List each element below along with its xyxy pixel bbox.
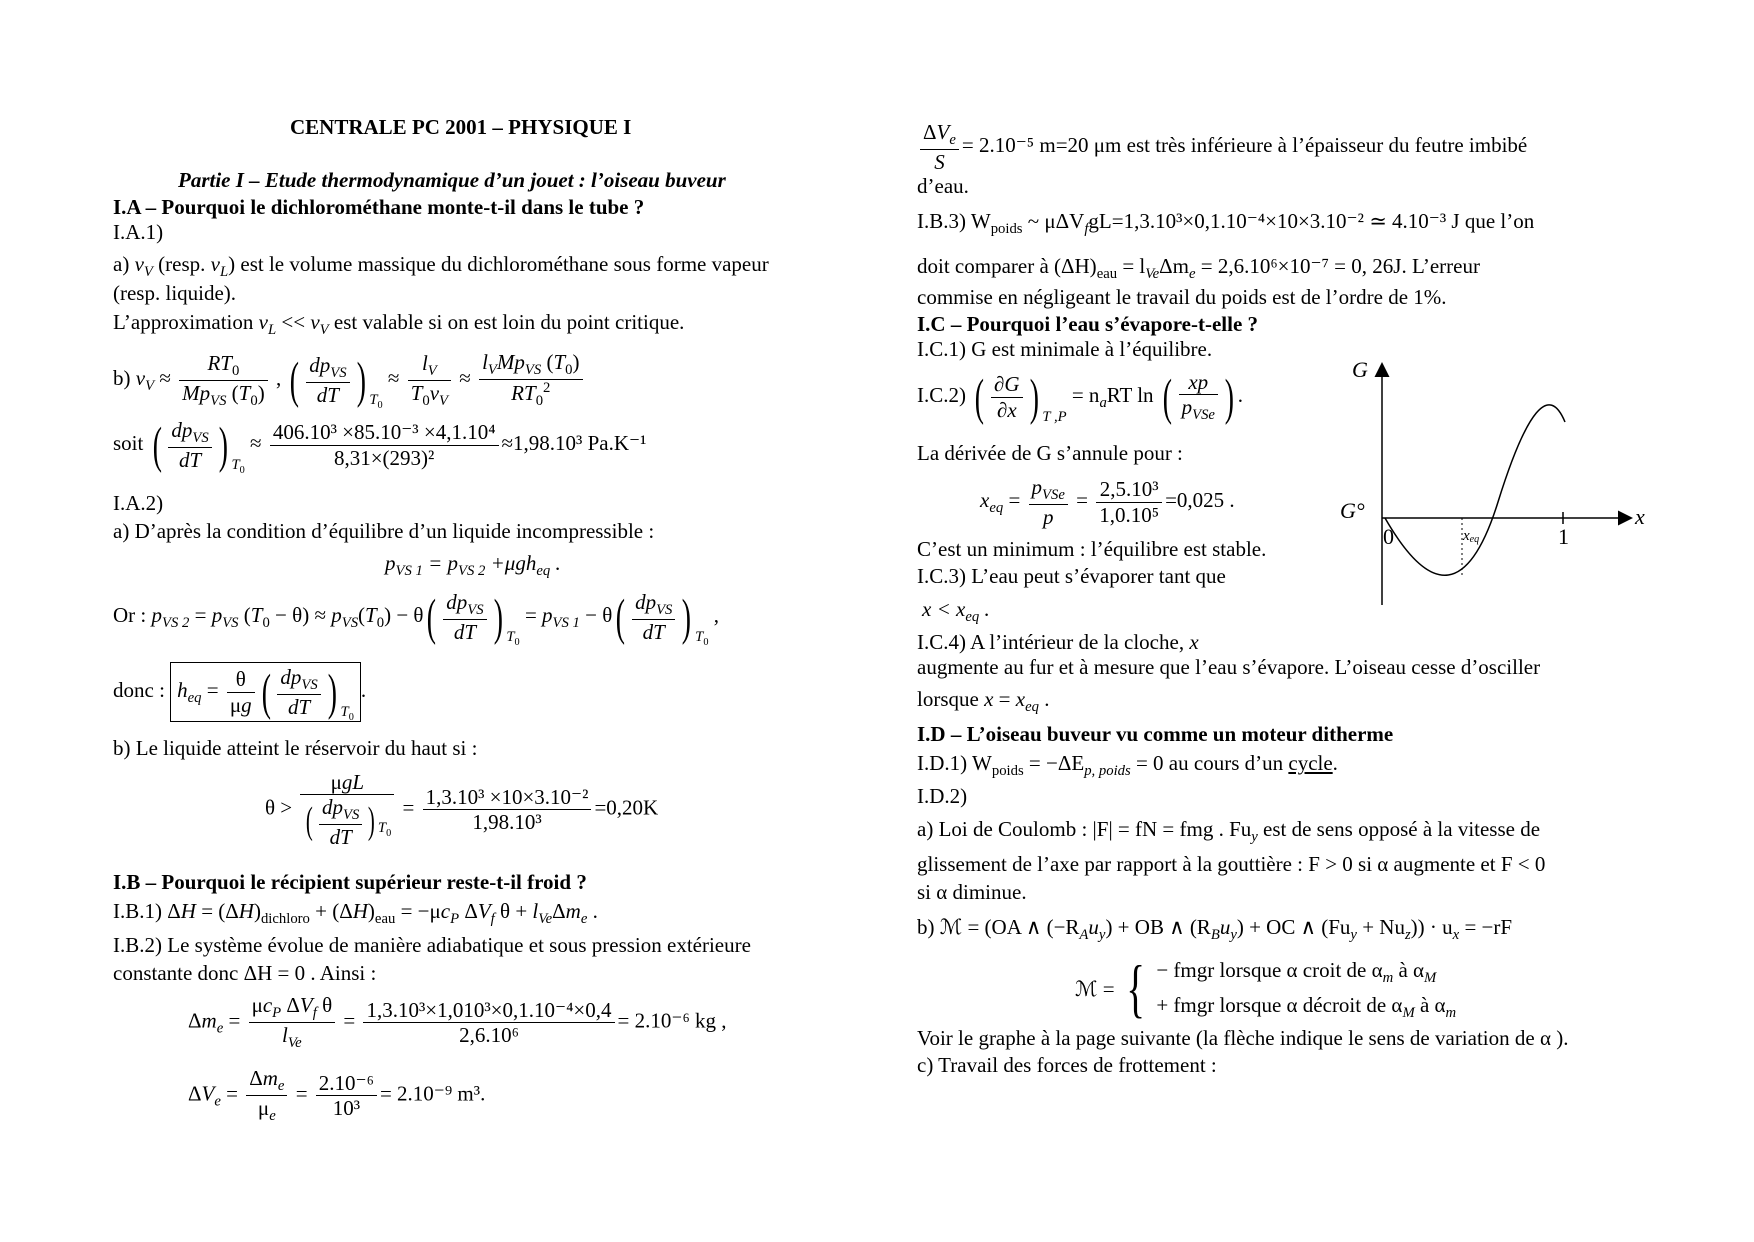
donc-formula: donc : $h_{eq}$ = $\frac{\theta}{\mu g}$ ( $\frac{dp_{VS}}{dT}$ ) $_{T_0}$. <box>113 663 367 724</box>
ID2-label: I.D.2) <box>917 784 968 808</box>
ID2-a-line1: a) Loi de Coulomb : |F| = fN = fmg . $Fu_y$ est de sens opposé à la vitesse de <box>917 817 1541 846</box>
one-label: 1 <box>1558 524 1569 549</box>
x-lt-xeq: $x < x_{eq}$ . <box>922 597 990 626</box>
top-line2: d’eau. <box>917 174 969 198</box>
section-IA-title: I.A – Pourquoi le dichlorométhane monte-t-il dans le tube ? <box>113 195 645 219</box>
IB3-line2: doit comparer à $(\Delta H)_{eau} = l_{Ve}\Delta m_e = 2,6.10^6\times 10^{-7} = 0$, 26J. L’erreur <box>917 254 1480 283</box>
IA1-a-line2: (resp. liquide). <box>113 281 237 305</box>
xeq-formula: $x_{eq}$ = $\frac{p_{VSe}}{p}$ = $\frac{\text{2,5.10³}}{\text{1,0.10⁵}}$ =0,025 . <box>980 475 1235 530</box>
voir-text: Voir le graphe à la page suivante (la flèche indique le sens de variation de α ). <box>917 1026 1569 1050</box>
theta-inequality: θ > μgL ( $\frac{dp_{VS}}{dT}$ ) $_{T_0}$ = $\frac{\text{1,3.10³ ×10×3.10⁻²}}{\text{1,98.10³}}$ =0,20K <box>265 770 659 850</box>
IC2-formula: I.C.2) ( $\frac{\partial G}{\partial x}$ ) $_{T ,P} = n_aRT$ ln ( $\frac{xp}{p_{VSe}}$ ) . <box>917 368 1243 426</box>
G-curve <box>1385 405 1565 575</box>
part-title: Partie I – Etude thermodynamique d’un jouet : l’oiseau buveur <box>178 168 726 192</box>
ID2-a-line3: si α diminue. <box>917 880 1027 904</box>
section-ID-title: I.D – L’oiseau buveur vu comme un moteur ditherme <box>917 722 1394 746</box>
derivee-text: La dérivée de G s’annule pour : <box>917 441 1183 465</box>
IC1-text: I.C.1) G est minimale à l’équilibre. <box>917 337 1213 361</box>
IB3-line1: I.B.3) $W_{poids}$ ~ μΔV$_f$gL=1,3.10³×0,1.10⁻⁴×10×3.10⁻² ≃ 4.10⁻³ J que l’on <box>917 209 1535 238</box>
equilibrium-equation: $p_{VS 1} = p_{VS 2} +\mu gh_{eq}$ . <box>385 551 561 580</box>
IA2-a-text: a) D’après la condition d’équilibre d’un liquide incompressible : <box>113 519 655 543</box>
IB2-line2: constante donc ΔH = 0 . Ainsi : <box>113 961 377 985</box>
ID1-text: I.D.1) $W_{poids} = -\Delta E_{p, poids} = 0$ au cours d’un cycle. <box>917 751 1338 780</box>
IA1-a-line1: a) $v_V$ (resp. $v_L$) est le volume massique du dichlorométhane sous forme vapeur <box>113 252 769 281</box>
section-IB-title: I.B – Pourquoi le récipient supérieur reste-t-il froid ? <box>113 870 587 894</box>
or-formula: Or : $p_{VS 2} = p_{VS}$ $(T_0 - \theta) \approx p_{VS}(T_0) - \theta$( $\frac{dp_{VS}}{dT}$ ) $_{T_0} = p_{VS 1} - \theta$( $\frac{dp_{VS}}{dT}$ ) $_{T_0}$ , <box>113 588 719 649</box>
delta-ve-formula: $\Delta V_e$ = $\frac{\Delta m_e}{\mu_e}$ = $\frac{\text{2.10⁻⁶}}{\text{10³}}$ = 2.10⁻⁹ m³. <box>188 1066 486 1125</box>
M-piecewise: ℳ = { − fmgr lorsque α croit de $\alpha_m$ à $\alpha_M$ + fmgr lorsque α décroit de $\alpha_M$ à $\alpha_m$ <box>1075 952 1457 1025</box>
x-axis-label: x <box>1635 504 1645 529</box>
delta-me-formula: $\Delta m_e$ = $\frac{\mu c_P \Delta V_f \theta}{l_{Ve}}$ = $\frac{\text{1,3.10³×1,010³×0,1.10⁻⁴×0,4}}{\text{2,6.10⁶}}$ = 2.10⁻⁶ kg , <box>188 993 727 1052</box>
IA2-b-text: b) Le liquide atteint le réservoir du haut si : <box>113 736 478 760</box>
IC4-line3: lorsque $x = x_{eq}$ . <box>917 687 1050 716</box>
delta-ve-over-s: $\frac{\Delta V_e}{S}$ = 2.10⁻⁵ m=20 μm est très inférieure à l’épaisseur du feutre imbibé <box>917 120 1527 174</box>
IC4-line1: I.C.4) A l’intérieur de la cloche, x <box>917 630 1199 654</box>
minimum-text: C’est un minimum : l’équilibre est stable. <box>917 537 1267 561</box>
ID2-b-formula: b) ℳ = (OA ∧ $(-R_Au_y)$ + OB ∧ $(R_Bu_y)$ + OC ∧ $(Fu_y + Nu_z)) \cdot u_x = -rF$ <box>917 915 1513 944</box>
IB2-line1: I.B.2) Le système évolue de manière adiabatique et sous pression extérieure <box>113 933 751 957</box>
approximation-line: L’approximation $v_L << v_V$ est valable si on est loin du point critique. <box>113 310 685 339</box>
soit-formula: soit ( $\frac{dp_{VS}}{dT}$ ) $_{T_0}$ ≈ $\frac{\text{406.10³ ×85.10⁻³ ×4,1.10⁴}}{\text{8,31×(293)²}}$ ≈1,98.10³ Pa.K⁻¹ <box>113 416 647 477</box>
g0-label: G° <box>1340 498 1365 523</box>
IB1-formula: I.B.1) $\Delta H = (\Delta H)_{dichloro} + (\Delta H)_{eau} = -\mu c_P$ $\Delta V_f$ $\theta + l_{Ve}\Delta m_e$ . <box>113 899 598 928</box>
section-IC-title: I.C – Pourquoi l’eau s’évapore-t-elle ? <box>917 312 1259 336</box>
IA1-label: I.A.1) <box>113 220 164 244</box>
y-axis-label: G <box>1352 357 1368 382</box>
IC4-line2: augmente au fur et à mesure que l’eau s’évapore. L’oiseau cesse d’osciller <box>917 655 1541 679</box>
xeq-label: xeq <box>1463 528 1480 545</box>
document-title: CENTRALE PC 2001 – PHYSIQUE I <box>290 115 632 139</box>
IA1-b-formula: b) $v_V$ ≈ $\frac{RT_0}{Mp_{VS} (T_0)}$ , ( $\frac{dp_{VS}}{dT}$ ) $_{T_0}$ ≈ $\frac{l_V}{T_0v_V}$ ≈ $\frac{l_VMp_{VS} (T_0)}{RT_0^2}$ <box>113 350 586 410</box>
G-vs-x-graph <box>1330 350 1650 610</box>
IB3-line3: commise en négligeant le travail du poids est de l’ordre de 1%. <box>917 285 1447 309</box>
c-text: c) Travail des forces de frottement : <box>917 1053 1217 1077</box>
ID2-a-line2: glissement de l’axe par rapport à la gouttière : F > 0 si α augmente et F < 0 <box>917 852 1546 876</box>
IA2-label: I.A.2) <box>113 491 164 515</box>
zero-label: 0 <box>1383 524 1394 549</box>
IC3-text: I.C.3) L’eau peut s’évaporer tant que <box>917 564 1226 588</box>
